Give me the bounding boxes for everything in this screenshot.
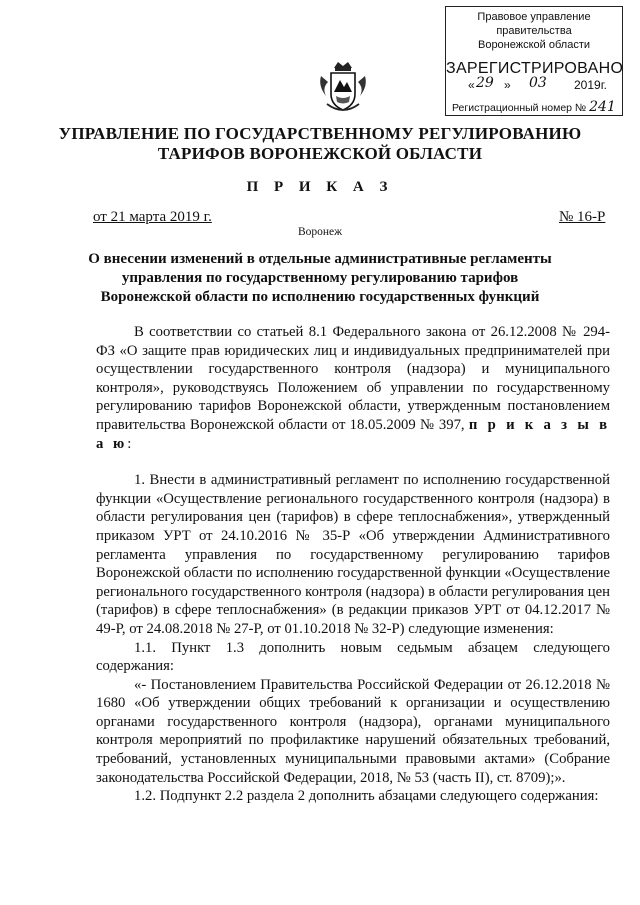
stamp-reg-label: Регистрационный номер № bbox=[452, 102, 587, 114]
coat-of-arms-icon bbox=[318, 60, 368, 116]
order-number: № 16-Р bbox=[559, 209, 606, 225]
stamp-registration-number bbox=[452, 99, 616, 115]
item-1-paragraph: 1. Внести в административный регламент по исполнению государственной функции «Осуществление регионального государственного контроля (надзора) в области регулирования цен (тарифов) в сфере теплоснабжения», утвержденный приказом УРТ от 24.10.2016 № 35-Р «Об утверждении Административного регламента управления по государственному регулированию тарифов Воронежской области по исполнению государственной функции «Осуществление регионального государственного контроля (надзора) в области регулирования цен (тарифов) в сфере теплоснабжения» (в редакции приказов УРТ от 04.12.2017 № 49-Р, от 24.08.2018 № 27-Р, от 01.10.2018 № 32-Р) следующие изменения: bbox=[96, 472, 610, 637]
quoted-amendment-paragraph: «- Постановлением Правительства Российской Федерации от 26.12.2018 № 1680 «Об утверждении общих требований к организации и осуществлению органами государственного контроля (надзора), органами муниципального контроля мероприятий по профилактике нарушений обязательных требований, требований, установленных муниципальными правовыми актами» (Собрание законодательства Российской Федерации, 2018, № 53 (часть II), ст. 8709);». bbox=[96, 676, 610, 786]
item-1-2-paragraph: 1.2. Подпункт 2.2 раздела 2 дополнить абзацами следующего содержания: bbox=[134, 788, 599, 805]
stamp-registered-label: ЗАРЕГИСТРИРОВАНО bbox=[446, 60, 624, 77]
issuing-authority bbox=[0, 124, 640, 164]
order-colon: : bbox=[127, 435, 132, 452]
subject-line-2: управления по государственному регулированию тарифов bbox=[121, 270, 519, 286]
order-date: от 21 марта 2019 г. bbox=[93, 209, 212, 225]
authority-line-2: ТАРИФОВ ВОРОНЕЖСКОЙ ОБЛАСТИ bbox=[157, 144, 483, 163]
authority-line-1: УПРАВЛЕНИЕ ПО ГОСУДАРСТВЕННОМУ РЕГУЛИРОВАНИЮ bbox=[58, 124, 582, 143]
item-1-1-paragraph: 1.1. Пункт 1.3 дополнить новым седьмым абзацем следующего содержания: bbox=[96, 639, 610, 675]
stamp-date-year: 2019г. bbox=[574, 78, 607, 92]
stamp-org-line-1: Правовое управление правительства bbox=[477, 11, 591, 37]
stamp-organization bbox=[446, 10, 622, 52]
subject-line-1: О внесении изменений в отдельные административные регламенты bbox=[88, 251, 552, 267]
order-word: п р и к а з ы в а ю bbox=[96, 416, 611, 452]
stamp-date-close-quote: » bbox=[504, 78, 511, 92]
stamp-date-day: 29 bbox=[476, 75, 494, 91]
order-city: Воронеж bbox=[297, 226, 343, 238]
order-subject bbox=[0, 250, 640, 307]
stamp-date-open-quote: « bbox=[468, 78, 475, 92]
document-body bbox=[96, 323, 610, 806]
preamble-paragraph bbox=[96, 323, 610, 453]
document-type-title: П Р И К А З bbox=[246, 179, 394, 195]
preamble-text: В соответствии со статьей 8.1 Федерального закона от 26.12.2008 № 294-ФЗ «О защите прав юридических лиц и индивидуальных предпринимателей при осуществлении государственного контроля (надзора) и муниципального контроля», руководствуясь Положением об управлении по государственному регулированию тарифов Воронежской области, утвержденным постановлением правительства Воронежской области от 18.05.2009 № 397, bbox=[96, 324, 610, 433]
stamp-org-line-2: Воронежской области bbox=[477, 39, 590, 51]
stamp-date-month: 03 bbox=[529, 75, 547, 91]
subject-line-3: Воронежской области по исполнению государственных функций bbox=[100, 289, 540, 305]
registration-stamp bbox=[445, 6, 623, 116]
stamp-reg-number: 241 bbox=[589, 99, 616, 115]
